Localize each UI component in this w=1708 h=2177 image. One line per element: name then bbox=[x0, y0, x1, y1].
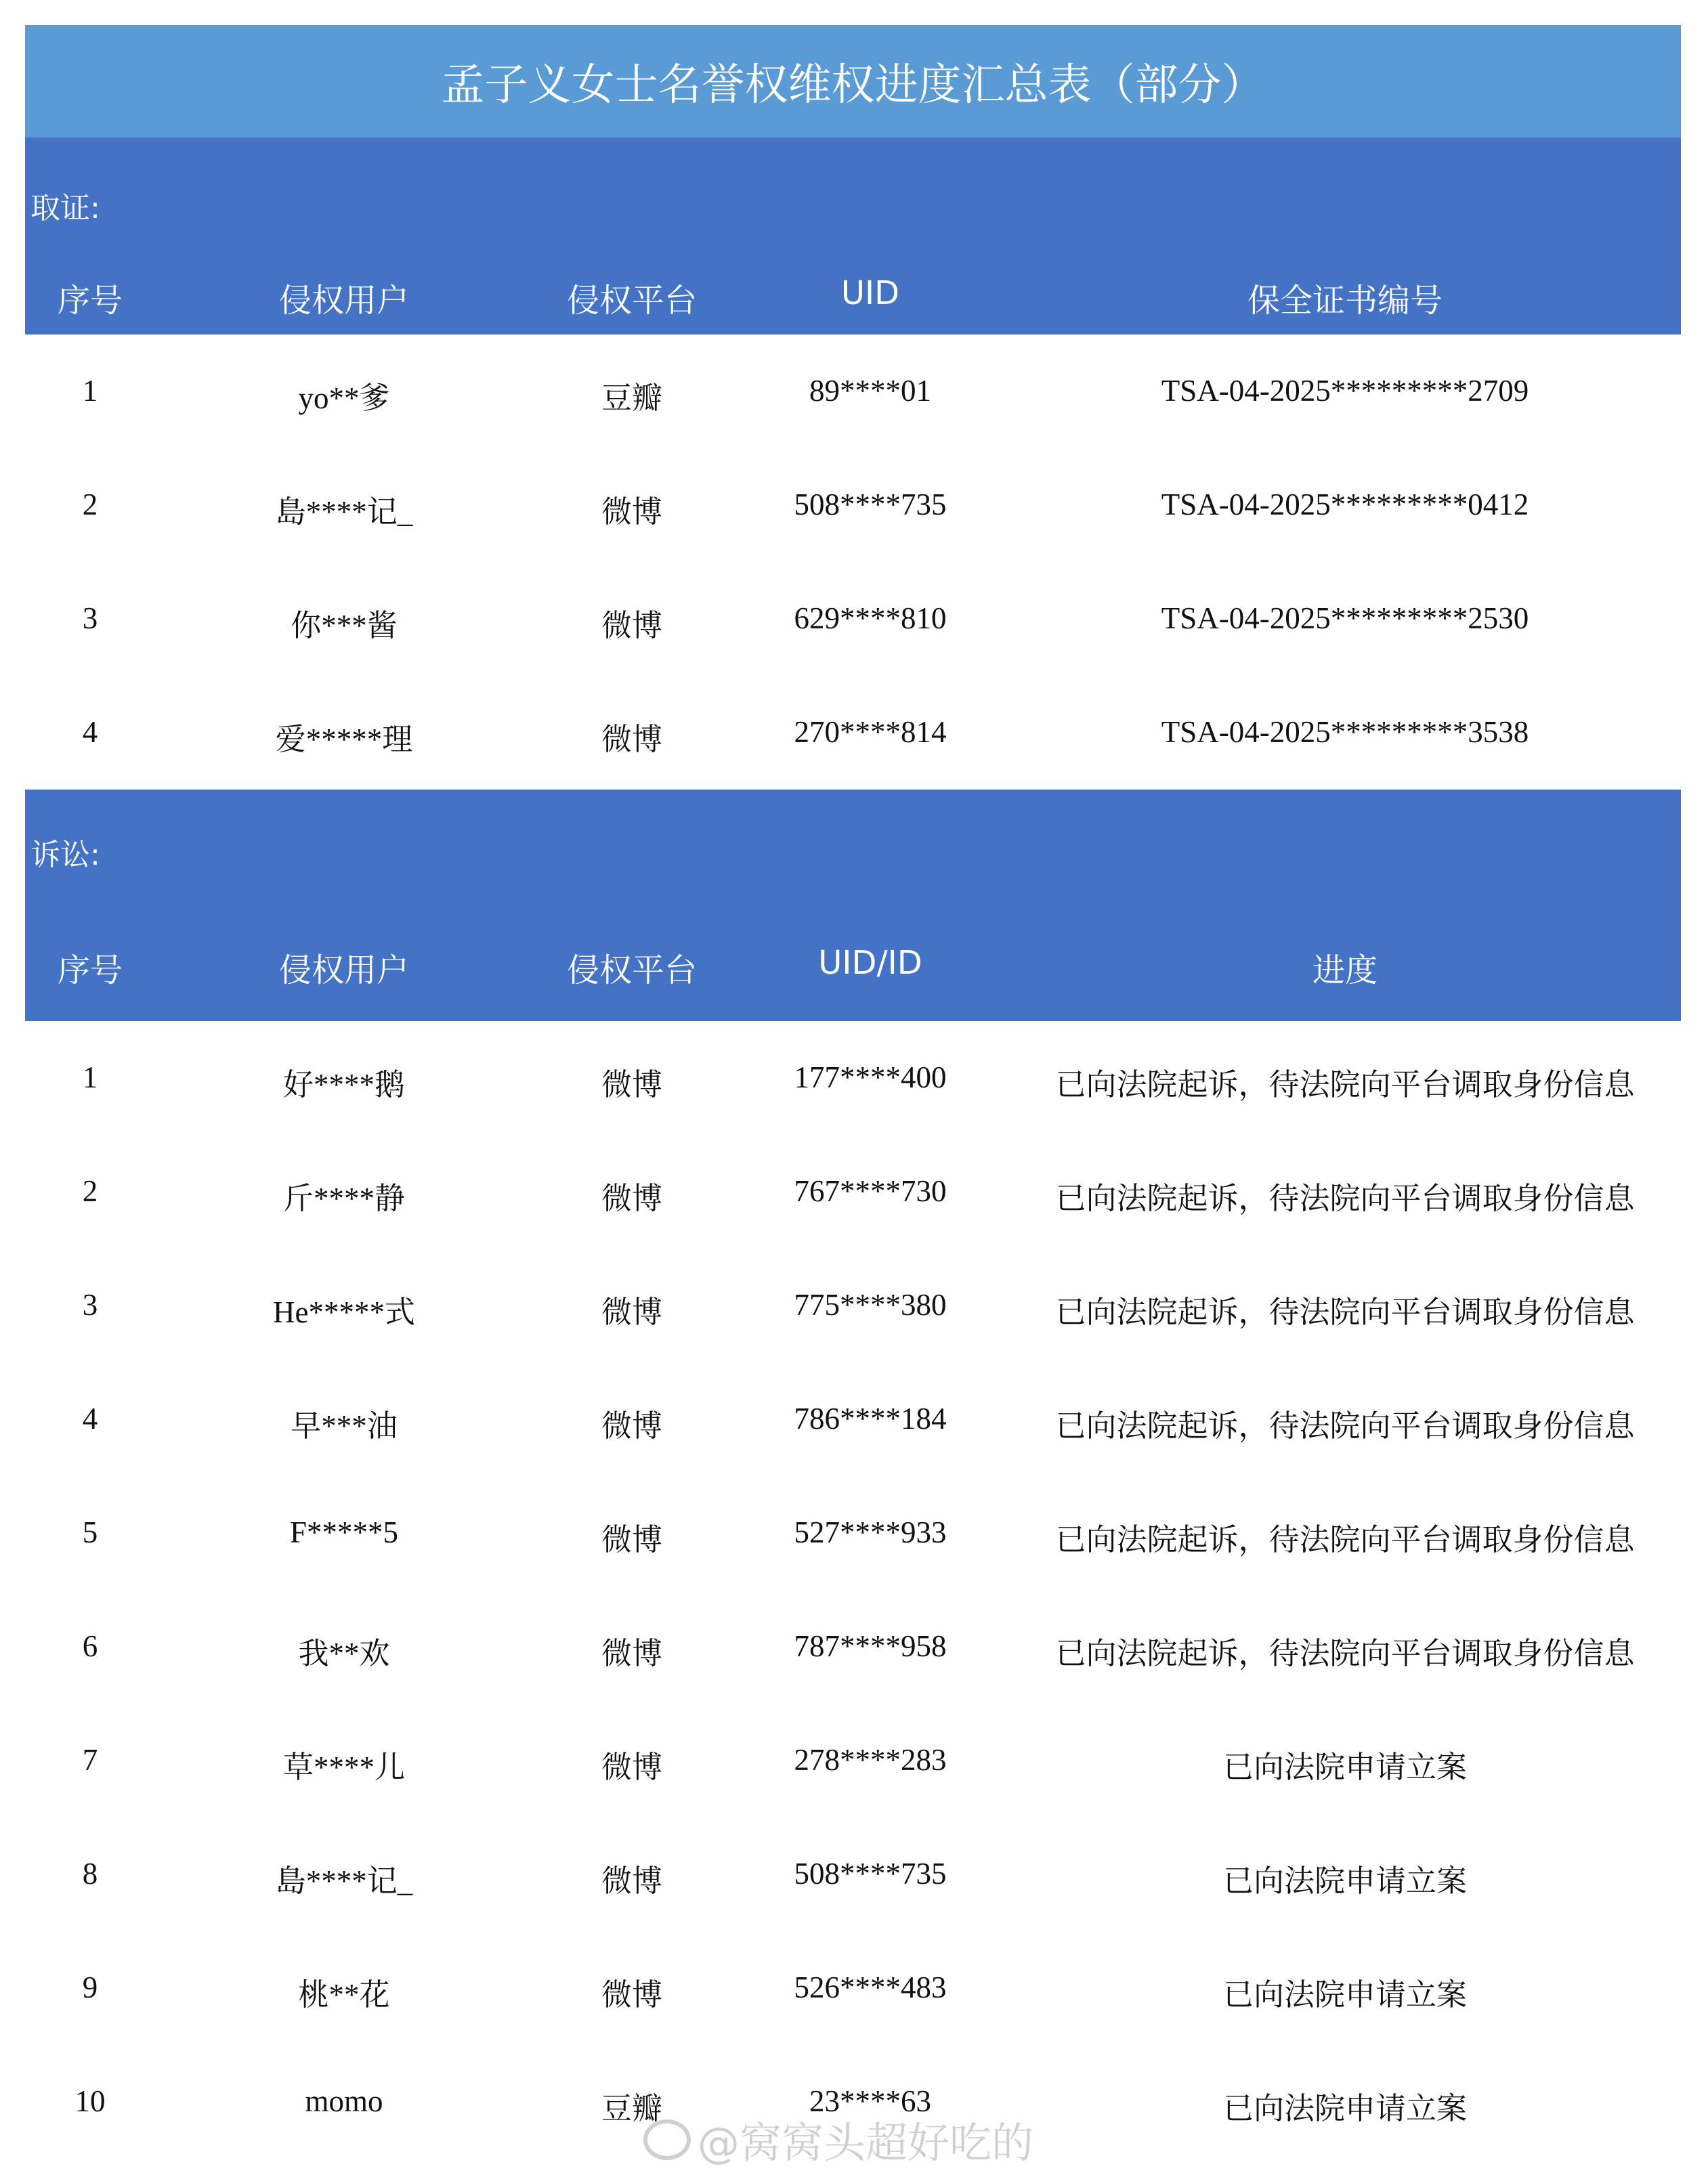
cell-index: 6 bbox=[82, 1629, 98, 1663]
cell-detail: 已向法院申请立案 bbox=[1222, 1977, 1468, 2012]
col-header-certificate: 保全证书编号 bbox=[1247, 282, 1443, 320]
cell-platform: 微博 bbox=[601, 1977, 663, 2012]
litigation-column-headers bbox=[25, 906, 1681, 1021]
litigation-section-label: 诉讼: bbox=[30, 838, 100, 872]
cell-platform: 微博 bbox=[601, 1066, 663, 1102]
table-row bbox=[25, 1704, 1681, 1817]
cell-detail: TSA-04-2025*********0412 bbox=[1161, 488, 1529, 521]
cell-index: 2 bbox=[82, 488, 98, 521]
cell-uid: 527****933 bbox=[794, 1515, 947, 1549]
table-row bbox=[25, 1135, 1681, 1249]
col-header-index: 序号 bbox=[57, 951, 123, 990]
cell-detail: 已向法院申请立案 bbox=[1222, 2090, 1468, 2126]
cell-platform: 微博 bbox=[601, 494, 663, 530]
table-row bbox=[25, 1931, 1681, 2045]
summary-table bbox=[25, 25, 1681, 2159]
col-header-platform: 侵权平台 bbox=[566, 951, 698, 990]
col-header-user: 侵权用户 bbox=[278, 951, 410, 990]
cell-uid: 89****01 bbox=[809, 374, 931, 408]
cell-user: 島****记_ bbox=[275, 495, 413, 529]
watermark bbox=[643, 2109, 1033, 2170]
cell-uid: 177****400 bbox=[794, 1060, 947, 1094]
cell-platform: 微博 bbox=[601, 1294, 663, 1330]
col-header-index: 序号 bbox=[57, 282, 123, 320]
cell-detail: 已向法院起诉，待法院向平台调取身份信息 bbox=[1055, 1066, 1635, 1102]
cell-platform: 微博 bbox=[601, 1522, 663, 1557]
cell-detail: 已向法院申请立案 bbox=[1222, 1863, 1468, 1899]
evidence-column-headers bbox=[25, 253, 1681, 335]
cell-detail: 已向法院起诉，待法院向平台调取身份信息 bbox=[1055, 1635, 1635, 1671]
cell-user: He*****式 bbox=[273, 1295, 415, 1329]
cell-user: yo**爹 bbox=[298, 381, 390, 415]
weibo-logo-icon bbox=[643, 2119, 691, 2160]
watermark-text: @窝窝头超好吃的 bbox=[698, 2118, 1034, 2168]
cell-index: 8 bbox=[82, 1857, 98, 1891]
cell-platform: 微博 bbox=[601, 607, 663, 643]
cell-user: 桃**花 bbox=[298, 1978, 390, 2012]
cell-uid: 767****730 bbox=[794, 1174, 947, 1208]
table-row bbox=[25, 562, 1681, 676]
col-header-platform: 侵权平台 bbox=[566, 282, 698, 320]
cell-index: 3 bbox=[82, 601, 98, 635]
cell-platform: 微博 bbox=[601, 1863, 663, 1899]
cell-index: 1 bbox=[82, 1060, 98, 1094]
cell-detail: 已向法院起诉，待法院向平台调取身份信息 bbox=[1055, 1294, 1635, 1330]
cell-index: 10 bbox=[74, 2084, 106, 2118]
title-text: 孟子义女士名誉权维权进度汇总表（部分） bbox=[441, 60, 1265, 110]
litigation-header bbox=[25, 790, 1681, 1021]
cell-uid: 508****735 bbox=[794, 1857, 947, 1891]
cell-index: 5 bbox=[82, 1515, 98, 1549]
evidence-section-label: 取证: bbox=[30, 191, 100, 225]
table-row bbox=[25, 1590, 1681, 1704]
cell-platform: 豆瓣 bbox=[601, 380, 663, 416]
table-row bbox=[25, 448, 1681, 562]
table-row bbox=[25, 1817, 1681, 1931]
cell-user: 草****儿 bbox=[282, 1750, 406, 1784]
table-row bbox=[25, 335, 1681, 448]
table-row bbox=[25, 1362, 1681, 1476]
cell-detail: 已向法院起诉，待法院向平台调取身份信息 bbox=[1055, 1408, 1635, 1444]
cell-uid: 526****483 bbox=[794, 1970, 947, 2004]
cell-user: 早***油 bbox=[291, 1409, 398, 1443]
cell-user: 爱*****理 bbox=[275, 723, 413, 756]
cell-uid: 278****283 bbox=[794, 1743, 947, 1777]
cell-uid: 787****958 bbox=[794, 1629, 947, 1663]
cell-uid: 508****735 bbox=[794, 488, 947, 521]
litigation-rows bbox=[25, 1021, 1681, 2159]
cell-detail: 已向法院起诉，待法院向平台调取身份信息 bbox=[1055, 1180, 1635, 1216]
cell-uid: 775****380 bbox=[794, 1288, 947, 1322]
cell-index: 3 bbox=[82, 1288, 98, 1322]
cell-user: F*****5 bbox=[289, 1515, 399, 1549]
cell-user: 你***酱 bbox=[291, 609, 398, 643]
table-row bbox=[25, 676, 1681, 790]
table-row bbox=[25, 1021, 1681, 1135]
evidence-rows bbox=[25, 335, 1681, 790]
cell-index: 1 bbox=[82, 374, 98, 408]
cell-user: 斤****静 bbox=[282, 1182, 406, 1215]
cell-user: 好****鹅 bbox=[282, 1068, 406, 1102]
cell-platform: 微博 bbox=[601, 1180, 663, 1216]
cell-detail: TSA-04-2025*********2709 bbox=[1161, 374, 1529, 408]
cell-uid: 270****814 bbox=[794, 715, 947, 749]
table-title bbox=[25, 25, 1681, 137]
cell-index: 2 bbox=[82, 1174, 98, 1208]
cell-platform: 微博 bbox=[601, 721, 663, 757]
cell-uid: 786****184 bbox=[794, 1402, 947, 1436]
table-row bbox=[25, 1249, 1681, 1362]
cell-detail: TSA-04-2025*********2530 bbox=[1161, 601, 1529, 635]
col-header-uid-id: UID/ID bbox=[818, 944, 922, 983]
cell-platform: 豆瓣 bbox=[601, 2090, 663, 2126]
cell-platform: 微博 bbox=[601, 1749, 663, 1785]
cell-index: 9 bbox=[82, 1970, 98, 2004]
cell-user: momo bbox=[305, 2084, 383, 2118]
cell-index: 7 bbox=[82, 1743, 98, 1777]
cell-index: 4 bbox=[82, 715, 98, 749]
cell-platform: 微博 bbox=[601, 1635, 663, 1671]
cell-detail: 已向法院申请立案 bbox=[1222, 1749, 1468, 1785]
cell-uid: 23****63 bbox=[809, 2084, 931, 2118]
cell-user: 島****记_ bbox=[275, 1864, 413, 1898]
col-header-progress: 进度 bbox=[1312, 951, 1378, 990]
cell-index: 4 bbox=[82, 1402, 98, 1436]
cell-uid: 629****810 bbox=[794, 601, 947, 635]
col-header-user: 侵权用户 bbox=[278, 282, 410, 320]
cell-detail: TSA-04-2025*********3538 bbox=[1161, 715, 1529, 749]
table-row bbox=[25, 1476, 1681, 1590]
cell-detail: 已向法院起诉，待法院向平台调取身份信息 bbox=[1055, 1522, 1635, 1557]
cell-user: 我**欢 bbox=[298, 1637, 390, 1671]
evidence-header bbox=[25, 137, 1681, 335]
col-header-uid: UID bbox=[840, 274, 900, 313]
cell-platform: 微博 bbox=[601, 1408, 663, 1444]
